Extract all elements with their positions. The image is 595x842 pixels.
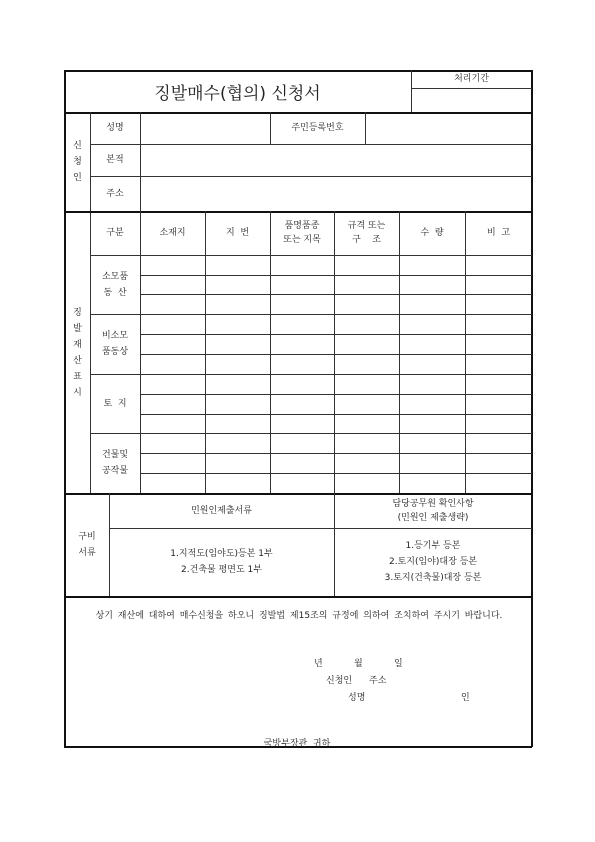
domicile-label-text: 본적 xyxy=(106,155,124,165)
applicant-section-label xyxy=(65,113,90,211)
header-spec-line2: 구 조 xyxy=(352,235,381,245)
date-month xyxy=(354,657,363,671)
applicant-docs-list xyxy=(109,528,334,596)
date-month-text: 월 xyxy=(354,659,363,669)
seal-label xyxy=(461,691,470,705)
property-section-label-char: 시 xyxy=(73,387,82,398)
processing-period-label xyxy=(411,70,532,88)
header-item xyxy=(270,211,334,255)
header-remarks xyxy=(465,211,532,255)
form-title-text: 징발매수(협의) 신청서 xyxy=(154,84,321,104)
signature-name-label xyxy=(348,691,365,705)
official-docs-header-line2: (민원인 제출생략) xyxy=(397,512,469,523)
seal-label-text: 인 xyxy=(461,693,470,703)
signature-applicant-label xyxy=(326,674,352,688)
group-land xyxy=(90,374,140,433)
header-location xyxy=(140,211,205,255)
header-quantity-text: 수 량 xyxy=(420,228,444,238)
resident-number-field[interactable] xyxy=(366,113,531,144)
applicant-section-label-char: 청 xyxy=(73,157,82,167)
property-section-label-char: 징 xyxy=(73,307,82,318)
address-field[interactable] xyxy=(141,177,531,211)
domicile-field[interactable] xyxy=(141,145,531,176)
date-year xyxy=(314,657,323,671)
group-consumable-movables xyxy=(90,255,140,314)
official-docs-header xyxy=(334,493,532,528)
group-label-line1: 건물및 xyxy=(101,450,129,460)
addressee-text: 국방부장관 귀하 xyxy=(263,739,331,749)
applicant-section-label-char: 신 xyxy=(73,141,82,151)
header-category-text: 구분 xyxy=(106,228,124,238)
property-section-label-char: 산 xyxy=(73,355,82,366)
date-year-text: 년 xyxy=(314,659,323,669)
property-section-label-char: 재 xyxy=(73,339,82,350)
header-lot-number-text: 지 번 xyxy=(225,228,250,238)
documents-section-label-line1: 구비 xyxy=(78,532,96,542)
group-label-line1: 소모품 xyxy=(101,271,129,282)
applicant-docs-header-text: 민원인제출서류 xyxy=(191,505,252,516)
group-label-line2: 품동상 xyxy=(101,347,129,357)
group-label-line1: 토 지 xyxy=(103,398,127,409)
applicant-doc-item: 2.건축물 평면도 1부 xyxy=(181,565,262,575)
official-docs-list xyxy=(334,528,532,596)
signature-address-label xyxy=(369,674,386,688)
header-remarks-text: 비 고 xyxy=(486,228,511,238)
domicile-label xyxy=(90,144,140,176)
form-title xyxy=(64,70,411,113)
official-docs-header-line1: 담당공무원 확인사항 xyxy=(392,498,474,509)
addressee xyxy=(258,723,330,751)
applicant-doc-item: 1.지적도(임야도)등본 1부 xyxy=(170,549,273,559)
documents-section-label-line2: 서류 xyxy=(78,548,96,558)
name-field[interactable] xyxy=(141,113,270,144)
property-section-label-char: 발 xyxy=(73,323,82,334)
group-buildings-structures xyxy=(90,433,140,493)
header-location-text: 소재지 xyxy=(159,228,186,238)
signature-name-label-text: 성명 xyxy=(348,693,366,703)
property-section-label-char: 표 xyxy=(73,371,82,382)
header-quantity xyxy=(399,211,465,255)
group-nonconsumable-movables xyxy=(90,314,140,374)
official-doc-item: 1.등기부 등본 xyxy=(405,541,461,551)
applicant-section-label-char: 인 xyxy=(73,173,82,183)
address-label-text: 주소 xyxy=(106,188,124,199)
applicant-docs-header xyxy=(109,493,334,528)
group-label-line2: 동 산 xyxy=(103,287,127,298)
header-spec xyxy=(334,211,399,255)
processing-period-label-text: 처리기간 xyxy=(454,74,489,84)
date-day xyxy=(394,657,403,671)
property-section-label xyxy=(65,212,90,493)
resident-number-label-text: 주민등록번호 xyxy=(291,123,344,133)
signature-applicant-label-text: 신청인 xyxy=(326,676,353,686)
date-day-text: 일 xyxy=(394,659,403,669)
processing-period-value[interactable] xyxy=(412,89,531,112)
signature-address-label-text: 주소 xyxy=(369,676,387,686)
header-category xyxy=(90,211,140,255)
header-item-line1: 품명품종 xyxy=(284,221,320,231)
declaration-text xyxy=(76,608,522,624)
group-label-line1: 비소모 xyxy=(101,331,129,341)
documents-section-label xyxy=(65,494,109,596)
name-label xyxy=(90,112,140,144)
header-lot-number xyxy=(205,211,270,255)
official-doc-item: 2.토지(임야)대장 등본 xyxy=(388,557,478,567)
declaration-text-content: 상기 재산에 대하여 매수신청을 하오니 징발법 제15조의 규정에 의하여 조치하여 주시기 바랍니다. xyxy=(95,611,503,621)
official-doc-item: 3.토지(건축물)대장 등본 xyxy=(384,573,482,583)
group-label-line2: 공작물 xyxy=(101,466,129,476)
header-spec-line1: 규격 또는 xyxy=(347,221,386,231)
resident-number-label xyxy=(270,112,365,144)
name-label-text: 성명 xyxy=(106,123,124,133)
header-item-line2: 또는 지목 xyxy=(283,235,321,245)
address-label xyxy=(90,176,140,211)
